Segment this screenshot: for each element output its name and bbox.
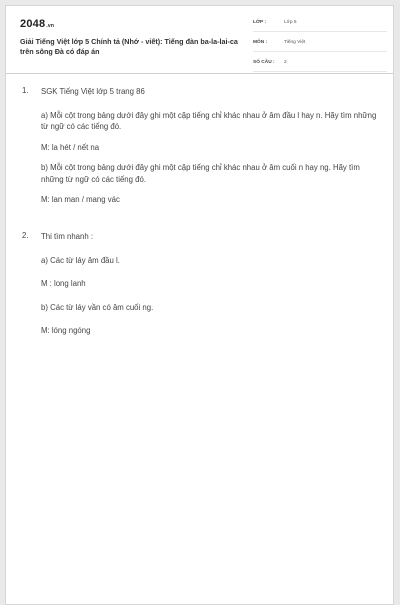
question-line: SGK Tiếng Việt lớp 5 trang 86 [41, 87, 145, 96]
question-line: M: lan man / mang vác [41, 195, 120, 204]
document-meta [253, 18, 387, 78]
header-divider [6, 73, 393, 74]
meta-row-question-count [253, 58, 387, 72]
meta-label: MÔN : [253, 40, 268, 45]
question-line: b) Các từ láy vần có âm cuối ng. [41, 302, 154, 312]
question-line: a) Mỗi cột trong bảng dưới đây ghi một cặp tiếng chỉ khác nhau ở âm đầu l hay n. Hãy tìm những từ ngữ có các tiếng đó. [41, 110, 377, 131]
meta-value: Lớp 5 [284, 20, 297, 25]
document-header [6, 6, 393, 66]
meta-value: 2 [284, 60, 287, 65]
question-body [41, 86, 381, 215]
meta-label: LỚP : [253, 20, 267, 25]
meta-row-subject [253, 38, 387, 52]
meta-label: SỐ CÂU : [253, 60, 275, 65]
site-logo[interactable] [20, 18, 54, 30]
meta-value: Tiếng Việt [284, 40, 306, 45]
document-title: Giải Tiếng Việt lớp 5 Chính tả (Nhớ - viết): Tiếng đàn ba-la-lai-ca trên sông Đà có đáp án [20, 37, 238, 56]
question-number: 1. [22, 86, 29, 95]
meta-row-class [253, 18, 387, 32]
question-number: 2. [22, 231, 29, 240]
logo-text: 2048 [20, 18, 46, 30]
logo-suffix: .vn [46, 23, 55, 29]
question-line: M : long lanh [41, 279, 86, 288]
document-page [5, 5, 394, 605]
question-line: Thi tìm nhanh : [41, 232, 94, 241]
question-1 [6, 86, 393, 231]
question-line: b) Mỗi cột trong bảng dưới đây ghi một cặp tiếng chỉ khác nhau ở âm cuối n hay ng. Hãy tìm những từ ngữ có các tiếng đó. [41, 163, 360, 184]
question-line: M: la hét / nết na [41, 142, 100, 152]
question-body [41, 231, 381, 346]
question-list [6, 86, 393, 335]
question-line: a) Các từ láy âm đầu l. [41, 255, 120, 265]
question-line: M: lóng ngóng [41, 326, 91, 335]
